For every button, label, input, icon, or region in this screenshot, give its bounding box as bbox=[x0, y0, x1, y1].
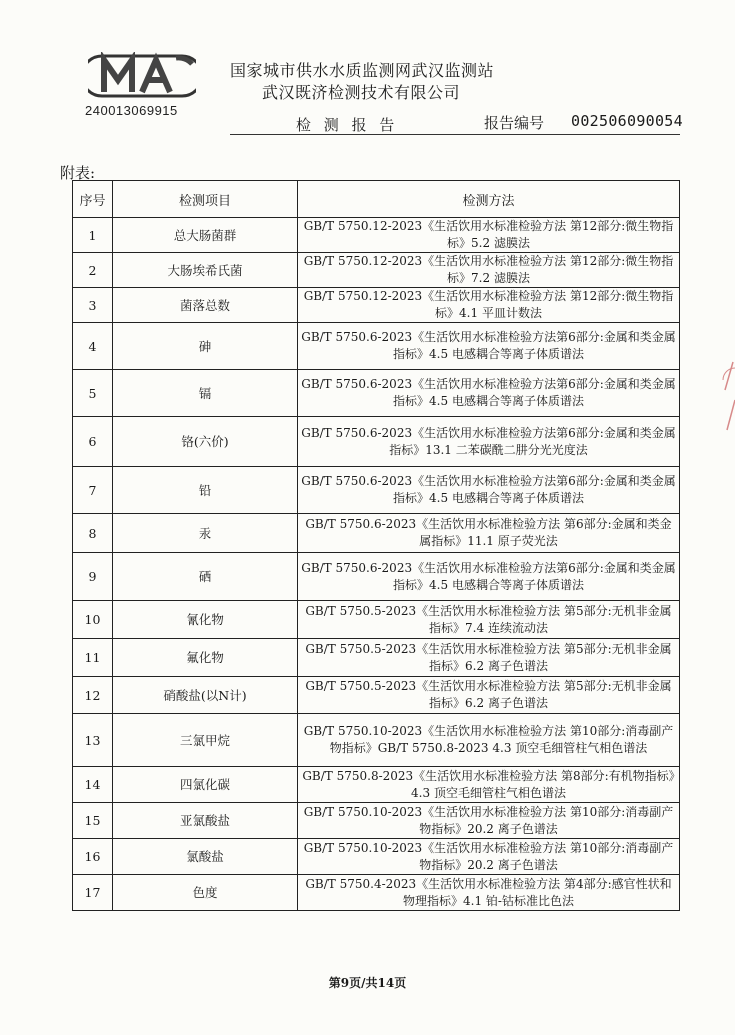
stamp-fragment bbox=[721, 360, 735, 454]
test-method: GB/T 5750.12-2023《生活饮用水标准检验方法 第12部分:微生物指标》7.2 滤膜法 bbox=[298, 253, 680, 288]
table-row bbox=[73, 218, 680, 253]
row-number: 16 bbox=[73, 839, 113, 875]
test-item: 氰化物 bbox=[113, 601, 298, 639]
table-row bbox=[73, 639, 680, 677]
cma-logo bbox=[88, 52, 196, 100]
test-item: 亚氯酸盐 bbox=[113, 803, 298, 839]
org-name-line1: 国家城市供水水质监测网武汉监测站 bbox=[230, 61, 495, 80]
test-method: GB/T 5750.10-2023《生活饮用水标准检验方法 第10部分:消毒副产物指标》20.2 离子色谱法 bbox=[298, 803, 680, 839]
table-body bbox=[73, 218, 680, 911]
test-item: 铅 bbox=[113, 467, 298, 514]
row-number: 9 bbox=[73, 553, 113, 601]
appendix-label: 附表: bbox=[60, 164, 96, 182]
test-method: GB/T 5750.6-2023《生活饮用水标准检验方法 第6部分:金属和类金属指标》11.1 原子荧光法 bbox=[298, 514, 680, 553]
test-method: GB/T 5750.6-2023《生活饮用水标准检验方法第6部分:金属和类金属指标》13.1 二苯碳酰二肼分光光度法 bbox=[298, 417, 680, 467]
test-method: GB/T 5750.5-2023《生活饮用水标准检验方法 第5部分:无机非金属指标》7.4 连续流动法 bbox=[298, 601, 680, 639]
header-rule bbox=[230, 134, 680, 135]
col-header-item: 检测项目 bbox=[113, 181, 298, 218]
table-row bbox=[73, 253, 680, 288]
method-table bbox=[72, 180, 680, 911]
test-item: 氟化物 bbox=[113, 639, 298, 677]
test-item: 大肠埃希氏菌 bbox=[113, 253, 298, 288]
test-item: 四氯化碳 bbox=[113, 767, 298, 803]
test-method: GB/T 5750.12-2023《生活饮用水标准检验方法 第12部分:微生物指标》5.2 滤膜法 bbox=[298, 218, 680, 253]
row-number: 8 bbox=[73, 514, 113, 553]
col-header-no: 序号 bbox=[73, 181, 113, 218]
test-method: GB/T 5750.6-2023《生活饮用水标准检验方法第6部分:金属和类金属指标》4.5 电感耦合等离子体质谱法 bbox=[298, 370, 680, 417]
table-row bbox=[73, 323, 680, 370]
test-method: GB/T 5750.12-2023《生活饮用水标准检验方法 第12部分:微生物指标》4.1 平皿计数法 bbox=[298, 288, 680, 323]
test-item: 汞 bbox=[113, 514, 298, 553]
test-item: 三氯甲烷 bbox=[113, 714, 298, 767]
row-number: 12 bbox=[73, 677, 113, 714]
test-item: 砷 bbox=[113, 323, 298, 370]
org-name-line2: 武汉既济检测技术有限公司 bbox=[262, 83, 461, 102]
table-header-row bbox=[73, 181, 680, 218]
row-number: 10 bbox=[73, 601, 113, 639]
table-row bbox=[73, 417, 680, 467]
report-number: 002506090054 bbox=[571, 112, 683, 130]
table-row bbox=[73, 803, 680, 839]
row-number: 14 bbox=[73, 767, 113, 803]
test-item: 铬(六价) bbox=[113, 417, 298, 467]
table-row bbox=[73, 553, 680, 601]
table-row bbox=[73, 839, 680, 875]
test-item: 镉 bbox=[113, 370, 298, 417]
test-item: 氯酸盐 bbox=[113, 839, 298, 875]
table-row bbox=[73, 767, 680, 803]
test-method: GB/T 5750.6-2023《生活饮用水标准检验方法第6部分:金属和类金属指标》4.5 电感耦合等离子体质谱法 bbox=[298, 467, 680, 514]
row-number: 17 bbox=[73, 875, 113, 911]
table-row bbox=[73, 875, 680, 911]
test-method: GB/T 5750.6-2023《生活饮用水标准检验方法第6部分:金属和类金属指标》4.5 电感耦合等离子体质谱法 bbox=[298, 553, 680, 601]
test-item: 菌落总数 bbox=[113, 288, 298, 323]
cma-id: 240013069915 bbox=[85, 103, 178, 118]
test-method: GB/T 5750.10-2023《生活饮用水标准检验方法 第10部分:消毒副产物指标》GB/T 5750.8-2023 4.3 顶空毛细管柱气相色谱法 bbox=[298, 714, 680, 767]
test-item: 硒 bbox=[113, 553, 298, 601]
test-item: 色度 bbox=[113, 875, 298, 911]
row-number: 6 bbox=[73, 417, 113, 467]
table-row bbox=[73, 467, 680, 514]
table-row bbox=[73, 288, 680, 323]
test-method: GB/T 5750.8-2023《生活饮用水标准检验方法 第8部分:有机物指标》4.3 顶空毛细管柱气相色谱法 bbox=[298, 767, 680, 803]
table-row bbox=[73, 677, 680, 714]
test-item: 总大肠菌群 bbox=[113, 218, 298, 253]
test-method: GB/T 5750.6-2023《生活饮用水标准检验方法第6部分:金属和类金属指标》4.5 电感耦合等离子体质谱法 bbox=[298, 323, 680, 370]
row-number: 13 bbox=[73, 714, 113, 767]
test-method: GB/T 5750.5-2023《生活饮用水标准检验方法 第5部分:无机非金属指标》6.2 离子色谱法 bbox=[298, 639, 680, 677]
test-method: GB/T 5750.4-2023《生活饮用水标准检验方法 第4部分:感官性状和物理指标》4.1 铂-钴标准比色法 bbox=[298, 875, 680, 911]
report-number-label: 报告编号 bbox=[484, 114, 545, 132]
table-row bbox=[73, 514, 680, 553]
test-item: 硝酸盐(以N计) bbox=[113, 677, 298, 714]
page-footer: 第9页/共14页 bbox=[328, 976, 407, 990]
row-number: 11 bbox=[73, 639, 113, 677]
row-number: 3 bbox=[73, 288, 113, 323]
test-method: GB/T 5750.5-2023《生活饮用水标准检验方法 第5部分:无机非金属指标》6.2 离子色谱法 bbox=[298, 677, 680, 714]
row-number: 15 bbox=[73, 803, 113, 839]
table-row bbox=[73, 601, 680, 639]
row-number: 2 bbox=[73, 253, 113, 288]
col-header-method: 检测方法 bbox=[298, 181, 680, 218]
row-number: 5 bbox=[73, 370, 113, 417]
table-row bbox=[73, 714, 680, 767]
row-number: 1 bbox=[73, 218, 113, 253]
row-number: 4 bbox=[73, 323, 113, 370]
report-title: 检 测 报 告 bbox=[296, 116, 399, 134]
test-method: GB/T 5750.10-2023《生活饮用水标准检验方法 第10部分:消毒副产物指标》20.2 离子色谱法 bbox=[298, 839, 680, 875]
table-row bbox=[73, 370, 680, 417]
row-number: 7 bbox=[73, 467, 113, 514]
